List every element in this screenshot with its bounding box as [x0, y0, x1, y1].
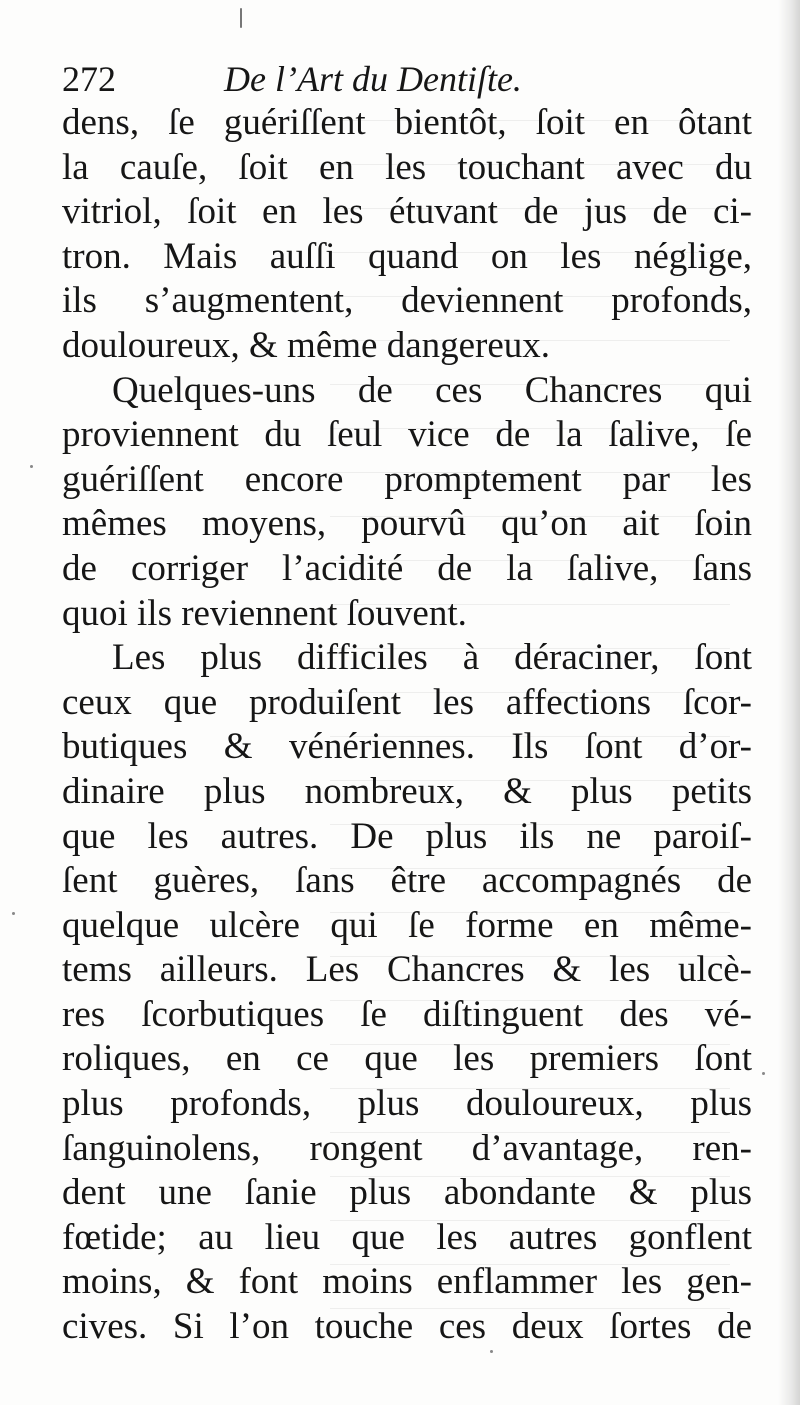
text-line: ceux que produiſent les affections ſcor-	[62, 681, 752, 723]
text-line: ils s’augmentent, deviennent profonds,	[62, 280, 752, 322]
paragraph-start-line: Les plus difficiles à déraciner, ſont	[112, 637, 752, 679]
running-header	[62, 56, 752, 102]
text-line: tron. Mais auſſi quand on les néglige,	[62, 235, 752, 277]
text-line: mêmes moyens, pourvû qu’on ait ſoin	[62, 503, 752, 545]
text-line: dinaire plus nombreux, & plus petits	[62, 770, 752, 812]
text-line: quoi ils reviennent ſouvent.	[62, 592, 467, 634]
text-line: douloureux, & même dangereux.	[62, 324, 551, 366]
ink-speck	[490, 1350, 493, 1353]
body-text	[62, 101, 752, 1350]
text-line: ſent guères, ſans être accompagnés de	[62, 860, 752, 902]
ink-speck	[30, 465, 33, 468]
text-line: la cauſe, ſoit en les touchant avec du	[62, 146, 752, 188]
text-line: moins, & font moins enflammer les gen-	[62, 1261, 752, 1303]
text-line: ſanguinolens, rongent d’avantage, ren-	[62, 1127, 752, 1169]
text-line: proviennent du ſeul vice de la ſalive, ſe	[62, 414, 752, 456]
text-line: guériſſent encore promptement par les	[62, 458, 752, 500]
text-line: res ſcorbutiques ſe diſtinguent des vé-	[62, 993, 752, 1035]
text-line: tems ailleurs. Les Chancres & les ulcè-	[62, 949, 752, 991]
text-line: dent une ſanie plus abondante & plus	[62, 1172, 752, 1214]
text-line: cives. Si l’on touche ces deux ſortes de	[62, 1306, 752, 1348]
text-line: de corriger l’acidité de la ſalive, ſans	[62, 547, 752, 589]
page-number: 272	[62, 59, 116, 99]
text-line: roliques, en ce que les premiers ſont	[62, 1038, 752, 1080]
text-line: quelque ulcère qui ſe forme en même-	[62, 904, 752, 946]
page-edge-shadow	[778, 0, 800, 1405]
text-line: butiques & vénériennes. Ils ſont d’or-	[62, 726, 752, 768]
running-title: De l’Art du Dentiſte.	[224, 59, 522, 99]
text-line: dens, ſe guériſſent bientôt, ſoit en ôtant	[62, 102, 752, 143]
paragraph-start-line: Quelques-uns de ces Chancres qui	[112, 369, 752, 411]
text-line: vitriol, ſoit en les étuvant de jus de ci-	[62, 191, 752, 233]
text-line: fœtide; au lieu que les autres gonflent	[62, 1216, 752, 1258]
ink-speck	[12, 912, 15, 915]
ink-mark	[240, 8, 242, 28]
ink-speck	[762, 1072, 765, 1075]
text-line: plus profonds, plus douloureux, plus	[62, 1083, 752, 1125]
text-line: que les autres. De plus ils ne paroiſ-	[62, 815, 752, 857]
